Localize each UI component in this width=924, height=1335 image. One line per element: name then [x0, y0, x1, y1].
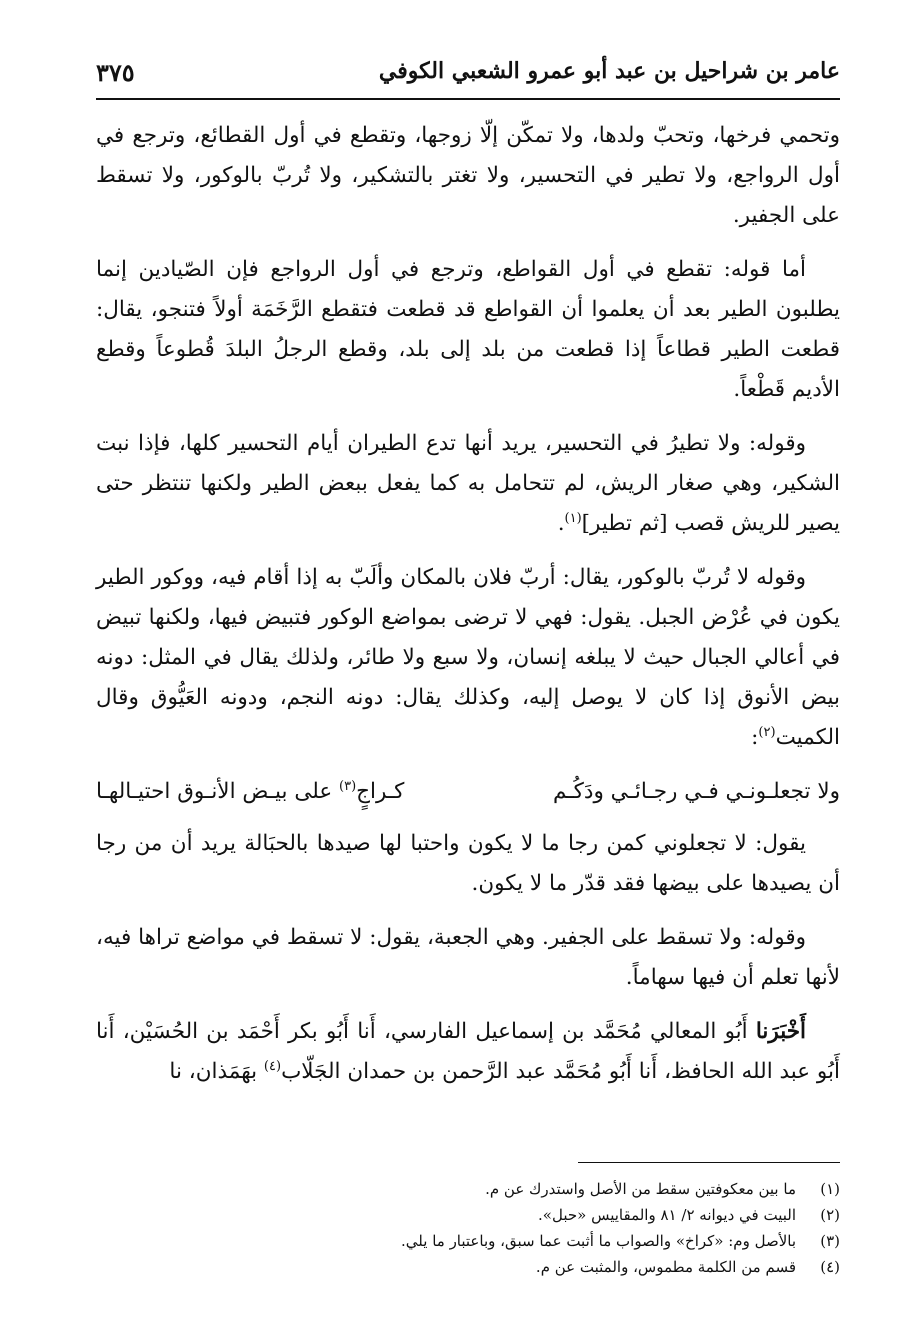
footnote-text: البيت في ديوانه ٢/ ٨١ والمقاييس «حبل». — [538, 1206, 796, 1224]
verse-second-hemistich — [96, 772, 404, 812]
footnote-ref-4: (٤) — [263, 1058, 282, 1074]
running-title: عامر بن شراحيل بن عبد أبو عمرو الشعبي الكوفي — [378, 58, 840, 84]
paragraph-1 — [96, 116, 840, 236]
running-header — [96, 58, 840, 98]
paragraph-7 — [96, 1012, 840, 1092]
verse-second-start: كـراجٍ — [356, 779, 405, 804]
paragraph-5-text: يقول: لا تجعلوني كمن رجا ما لا يكون واحتبا لها صيدها بالحبَالة يريد أن من رجا أن يصيدها على بيضها فقد قدّر ما لا يكون. — [96, 831, 840, 896]
footnote-1 — [96, 1176, 840, 1202]
main-text — [96, 116, 840, 1106]
paragraph-2-text: أما قوله: تقطع في أول القواطع، وترجع في أول الرواجع فإن الصّيادين إنما يطلبون الطير بعد أن يعلموا أن القواطع قد قطعت فتقطع الرَّخَمَة أولاً فتنجو، يقال: قطعت الطير قطاعاً إذا قطعت من بلد إلى بلد، وقطع الرجلُ البلدَ قُطوعاً وقطع الأديم قَطْعاً. — [96, 257, 840, 402]
paragraph-4 — [96, 558, 840, 758]
footnote-number: (٣) — [820, 1232, 840, 1250]
footnote-number: (٢) — [820, 1206, 840, 1224]
paragraph-5 — [96, 824, 840, 904]
footnote-ref-3: (٣) — [339, 778, 357, 794]
footnote-number: (١) — [820, 1180, 840, 1198]
paragraph-7-tail: بهَمَذان، نا — [169, 1059, 264, 1084]
paragraph-4-text: وقوله لا تُربّ بالوكور، يقال: أربّ فلان بالمكان وألَبّ به إذا أقام فيه، ووكور الطير يكون في عُرْض الجبل. يقول: فهي لا ترضى بمواضع الوكور فتبيض فيها، ولكنها تبيض في أعالي الجبال حيث لا يبلغه إنسان، ولا سبع ولا طائر، ولذلك يقال في المثل: دونه بيض الأنوق إذا كان لا يوصل إليه، وكذلك يقال: دونه النجم، ودونه العَيُّوق وقال الكميت — [96, 565, 840, 750]
isnad-lead-word: أَخْبَرَنا — [755, 1019, 806, 1044]
footnotes — [96, 1176, 840, 1280]
paragraph-4-tail: : — [751, 725, 759, 750]
footnote-rule — [578, 1162, 840, 1163]
footnote-3 — [96, 1228, 840, 1254]
footnote-2 — [96, 1202, 840, 1228]
paragraph-1-text: وتحمي فرخها، وتحبّ ولدها، ولا تمكّن إلّا زوجها، وتقطع في أول القطائع، وترجع في أول الرواجع، ولا تطير في التحسير، ولا تغتر بالتشكير، ولا تُربّ بالوكور، ولا تسقط على الجفير. — [96, 123, 840, 228]
paragraph-3 — [96, 424, 840, 544]
page-number: ٣٧٥ — [96, 58, 135, 87]
paragraph-6-text: وقوله: ولا تسقط على الجفير. وهي الجعبة، يقول: لا تسقط في مواضع تراها فيه، لأنها تعلم أن فيها سهاماً. — [96, 925, 840, 990]
footnote-text: قسم من الكلمة مطموس، والمثبت عن م. — [535, 1258, 796, 1276]
verse-first-hemistich: ولا تجعلـونـي فـي رجـائـي ودَكُـم — [553, 779, 840, 804]
header-rule — [96, 98, 840, 100]
footnote-ref-2: (٢) — [758, 724, 776, 740]
verse-second-end: على بيـض الأنـوق احتيـالهـا — [96, 779, 340, 804]
paragraph-3-tail: . — [557, 511, 565, 536]
poem-verse — [96, 772, 840, 812]
footnote-text: بالأصل وم: «كراخ» والصواب ما أثبت عما سبق، وباعتبار ما يلي. — [401, 1232, 796, 1250]
paragraph-6 — [96, 918, 840, 998]
footnote-text: ما بين معكوفتين سقط من الأصل واستدرك عن م. — [485, 1180, 796, 1198]
paragraph-7-text: أَبُو المعالي مُحَمَّد بن إسماعيل الفارسي، أَنا أَبُو بكر أَحْمَد بن الحُسَيْن، أَنا أَبُو عبد الله الحافظ، أَنا أَبُو مُحَمَّد عبد الرَّحمن بن حمدان الجَلّاب — [96, 1019, 840, 1084]
paragraph-2 — [96, 250, 840, 410]
footnote-ref-1: (١) — [564, 510, 582, 526]
paragraph-3-text: وقوله: ولا تطيرُ في التحسير، يريد أنها تدع الطيران أيام التحسير كلها، فإذا نبت الشكير، وهي صغار الريش، لم تتحامل به كما يفعل ببعض الطير ولكنها تنتظر حتى يصير للريش قصب [ثم تطير] — [96, 431, 840, 536]
footnote-number: (٤) — [820, 1258, 840, 1276]
footnote-4 — [96, 1254, 840, 1280]
